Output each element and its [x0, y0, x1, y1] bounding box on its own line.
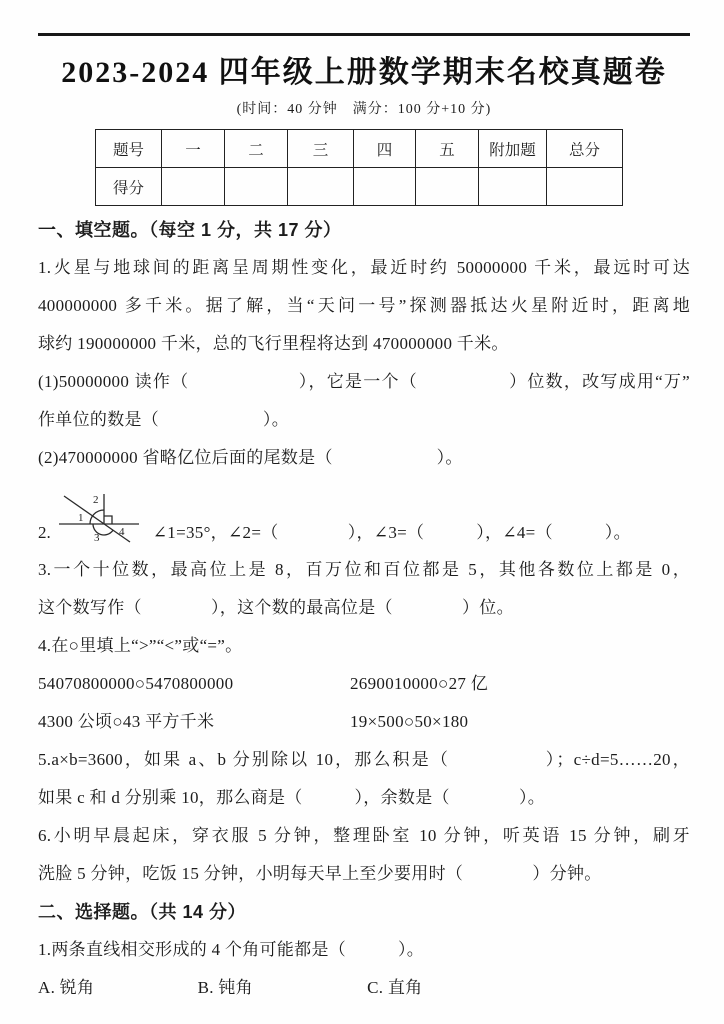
q4-compare-item: 4300 公顷○43 平方千米: [38, 712, 215, 731]
q1-text-line: 400000000 多千米。据了解，当“天问一号”探测器抵达火星附近时，距离地: [38, 296, 690, 315]
section2-heading: 二、选择题。（共 14 分）: [38, 902, 247, 922]
q4-compare-row: [38, 703, 690, 741]
score-table-header-cell: 五: [416, 130, 479, 168]
top-rule: [38, 33, 690, 36]
q4-heading: 4.在○里填上“>”“<”或“=”。: [38, 636, 243, 655]
q3-text-line: 这个数写作（ ），这个数的最高位是（ ）位。: [38, 598, 514, 617]
q1-sub1-line: (1)50000000 读作（ ），它是一个（ ）位数，改写成用“万”: [38, 372, 690, 391]
q2-number: 2.: [38, 523, 51, 542]
q6-text-line: 洗脸 5 分钟，吃饭 15 分钟，小明每天早上至少要用时（ ）分钟。: [38, 864, 602, 883]
score-table-header-cell: 三: [288, 130, 354, 168]
option-b: B. 钝角: [197, 978, 253, 997]
q1-sub1-line: 作单位的数是（ ）。: [38, 410, 289, 429]
score-cell: [479, 168, 547, 206]
score-cell: [354, 168, 416, 206]
q2-text: ∠1=35°，∠2=（ ），∠3=（ ），∠4=（ ）。: [152, 523, 631, 542]
figure-angle-label: 1: [77, 512, 84, 524]
q4-compare-row: [38, 665, 690, 703]
angle-figure-wrap: [57, 490, 141, 551]
q3-text-line: 3.一个十位数，最高位上是 8，百万位和百位都是 5，其他各数位上都是 0，: [38, 560, 690, 579]
q5-text-line: 如果 c 和 d 分别乘 10，那么商是（ ），余数是（ ）。: [38, 788, 546, 807]
score-table-header-cell: 总分: [547, 130, 623, 168]
angle-figure: [57, 490, 141, 546]
score-cell: [288, 168, 354, 206]
q4-compare-item: 19×500○50×180: [350, 712, 469, 731]
option-a: A. 锐角: [38, 978, 95, 997]
score-table-header-cell: 一: [162, 130, 225, 168]
choice-q1-text: 1.两条直线相交形成的 4 个角可能都是（ ）。: [38, 940, 425, 959]
q1-text-line: 球约 190000000 千米，总的飞行里程将达到 470000000 千米。: [38, 334, 509, 353]
score-cell: [547, 168, 623, 206]
q2-row: [38, 477, 690, 551]
score-cell: [162, 168, 225, 206]
score-table-header-cell: 附加题: [479, 130, 547, 168]
section1-heading: 一、填空题。（每空 1 分，共 17 分）: [38, 220, 342, 240]
q5-text-line: 5.a×b=3600，如果 a、b 分别除以 10，那么积是（ ）；c÷d=5……20，: [38, 750, 690, 769]
q1-text-line: 1.火星与地球间的距离呈周期性变化，最近时约 50000000 千米，最远时可达: [38, 258, 690, 277]
q6-text-line: 6.小明早晨起床，穿衣服 5 分钟，整理卧室 10 分钟，听英语 15 分钟，刷牙: [38, 826, 690, 845]
score-table-header-cell: 四: [354, 130, 416, 168]
q4-compare-item: 2690010000○27 亿: [350, 674, 489, 693]
score-table: [95, 129, 623, 206]
option-c: C. 直角: [367, 978, 423, 997]
page-title: 2023-2024 四年级上册数学期末名校真题卷: [61, 56, 667, 89]
exam-meta: (时间：40 分钟 满分：100 分+10 分): [236, 102, 492, 117]
figure-angle-label: 2: [92, 494, 99, 506]
q1-sub2-line: (2)470000000 省略亿位后面的尾数是（ ）。: [38, 448, 463, 467]
score-table-score-row: [96, 168, 623, 206]
score-table-header-cell: 题号: [96, 130, 162, 168]
score-cell: [416, 168, 479, 206]
figure-angle-label: 4: [118, 526, 125, 538]
q4-compare-item: 54070800000○5470800000: [38, 674, 234, 693]
choice-q1-options-row: [38, 969, 690, 1007]
score-row-label: 得分: [96, 168, 162, 206]
score-cell: [225, 168, 288, 206]
score-table-header-row: [96, 130, 623, 168]
figure-angle-label: 3: [93, 532, 100, 544]
score-table-header-cell: 二: [225, 130, 288, 168]
